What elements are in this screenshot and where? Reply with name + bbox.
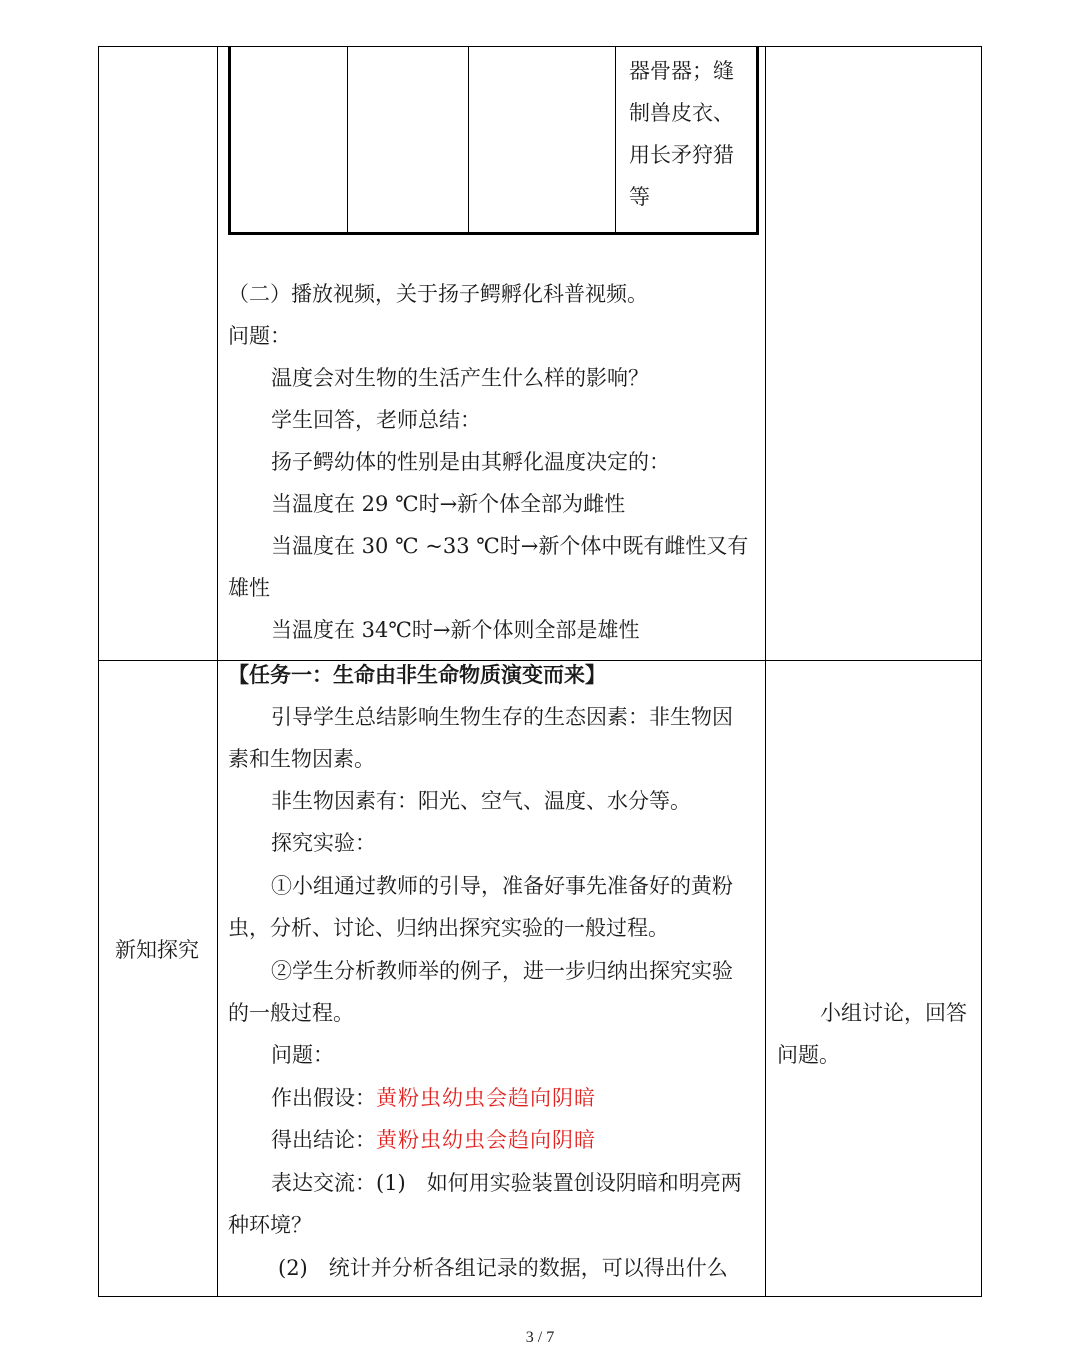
- body-line: 引导学生总结影响生物生存的生态因素：非生物因: [271, 705, 733, 729]
- table-col-divider-2: [765, 46, 766, 1297]
- nested-table-col-divider: [347, 46, 348, 232]
- hypothesis-label: 作出假设：: [271, 1086, 376, 1110]
- body-line: 问题：: [271, 1043, 334, 1067]
- body-line: 非生物因素有：阳光、空气、温度、水分等。: [271, 789, 691, 813]
- body-line: 的一般过程。: [228, 1001, 354, 1025]
- body-line: 学生回答，老师总结：: [271, 408, 481, 432]
- body-line: 当温度在 29 ℃时→新个体全部为雌性: [271, 492, 626, 516]
- table-left-border: [98, 46, 99, 1297]
- conclusion-answer: 黄粉虫幼虫会趋向阴暗: [376, 1128, 596, 1152]
- student-activity-line: 问题。: [777, 1043, 840, 1067]
- table-col-divider-1: [217, 46, 218, 1297]
- body-line: 扬子鳄幼体的性别是由其孵化温度决定的：: [271, 450, 670, 474]
- hypothesis-answer: 黄粉虫幼虫会趋向阴暗: [376, 1086, 596, 1110]
- body-line: 种环境？: [228, 1213, 312, 1237]
- body-line: ①小组通过教师的引导，准备好事先准备好的黄粉: [271, 874, 733, 898]
- body-line: 当温度在 30 ℃ ~33 ℃时→新个体中既有雌性又有: [271, 534, 749, 558]
- nested-table-cell-line: 制兽皮衣、: [629, 101, 734, 125]
- row-label-new-knowledge: 新知探究: [115, 938, 199, 962]
- question-text: 温度会对生物的生活产生什么样的影响？: [271, 366, 649, 390]
- nested-table-cell-line: 等: [629, 185, 650, 209]
- table-right-border: [981, 46, 982, 1297]
- conclusion-row: [271, 1126, 596, 1154]
- student-activity-line: 小组讨论，回答: [820, 1001, 967, 1025]
- body-line: 虫，分析、讨论、归纳出探究实验的一般过程。: [228, 916, 669, 940]
- body-line: (2) 统计并分析各组记录的数据，可以得出什么: [278, 1256, 728, 1280]
- body-line: ②学生分析教师举的例子，进一步归纳出探究实验: [271, 959, 733, 983]
- nested-table-cell-line: 器骨器；缝: [629, 59, 734, 83]
- conclusion-label: 得出结论：: [271, 1128, 376, 1152]
- task-title: 【任务一：生命由非生命物质演变而来】: [228, 662, 606, 687]
- nested-table-col-divider: [615, 46, 616, 232]
- question-label: 问题：: [228, 324, 291, 348]
- hypothesis-row: [271, 1084, 596, 1112]
- video-heading: （二）播放视频，关于扬子鳄孵化科普视频。: [228, 282, 648, 306]
- body-line: 表达交流：(1) 如何用实验装置创设阴暗和明亮两: [271, 1171, 742, 1195]
- table-bottom-border: [98, 1296, 982, 1297]
- body-line: 当温度在 34℃时→新个体则全部是雄性: [271, 618, 640, 642]
- nested-table-col-divider: [468, 46, 469, 232]
- body-line: 素和生物因素。: [228, 747, 375, 771]
- page-number: 3 / 7: [525, 1329, 555, 1346]
- body-line: 探究实验：: [271, 831, 376, 855]
- body-line: 雄性: [228, 576, 270, 600]
- nested-table-cell-line: 用长矛狩猎: [629, 143, 734, 167]
